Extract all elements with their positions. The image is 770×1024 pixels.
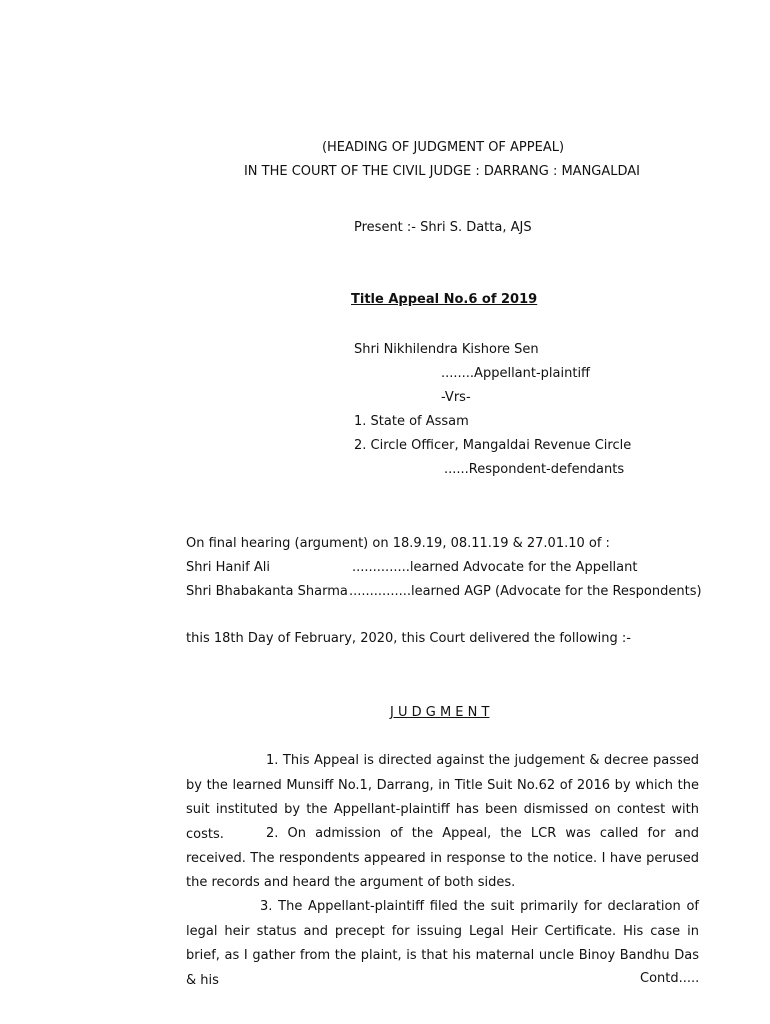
respondent-1: 1. State of Assam xyxy=(354,414,469,429)
judgment-heading: (HEADING OF JUDGMENT OF APPEAL) xyxy=(321,140,565,155)
respondent-2: 2. Circle Officer, Mangaldai Revenue Circle xyxy=(354,438,632,453)
appellant-name: Shri Nikhilendra Kishore Sen xyxy=(354,342,539,357)
judgment-paragraph-3 xyxy=(186,895,699,993)
advocate-2-name: Shri Bhabakanta Sharma xyxy=(186,584,348,599)
versus-label: -Vrs- xyxy=(441,390,471,405)
paragraph-1-text: 1. This Appeal is directed against the judgement & decree passed by the learned Munsiff No.1, Darrang, in Title Suit No.62 of 2016 by which the suit instituted by the Appellant-plaintiff has been dismissed on contest with costs. xyxy=(186,753,699,842)
delivery-line: this 18th Day of February, 2020, this Court delivered the following :- xyxy=(186,631,631,646)
advocate-1-role: ..............learned Advocate for the Appellant xyxy=(352,560,638,575)
paragraph-3-text: 3. The Appellant-plaintiff filed the suit primarily for declaration of legal heir status and precept for issuing Legal Heir Certificate. His case in brief, as I gather from the plaint, is that his maternal uncle Binoy Bandhu Das & his xyxy=(186,899,699,988)
appellant-role: ........Appellant-plaintiff xyxy=(441,366,591,381)
court-name: IN THE COURT OF THE CIVIL JUDGE : DARRANG : MANGALDAI xyxy=(243,164,641,179)
paragraph-2-text: 2. On admission of the Appeal, the LCR was called for and received. The respondents appeared in response to the notice. I have perused the records and heard the argument of both sides. xyxy=(186,826,699,890)
advocate-2-role: ...............learned AGP (Advocate for the Respondents) xyxy=(349,584,702,599)
hearing-line: On final hearing (argument) on 18.9.19, 08.11.19 & 27.01.10 of : xyxy=(186,536,610,551)
presiding-officer: Present :- Shri S. Datta, AJS xyxy=(354,220,532,235)
advocate-1-name: Shri Hanif Ali xyxy=(186,560,270,575)
judgment-paragraph-2 xyxy=(186,822,699,896)
continued-marker: Contd..... xyxy=(640,971,700,986)
case-title: Title Appeal No.6 of 2019 xyxy=(351,292,538,307)
respondent-role: ......Respondent-defendants xyxy=(444,462,625,477)
judgment-title: J U D G M E N T xyxy=(390,705,490,720)
